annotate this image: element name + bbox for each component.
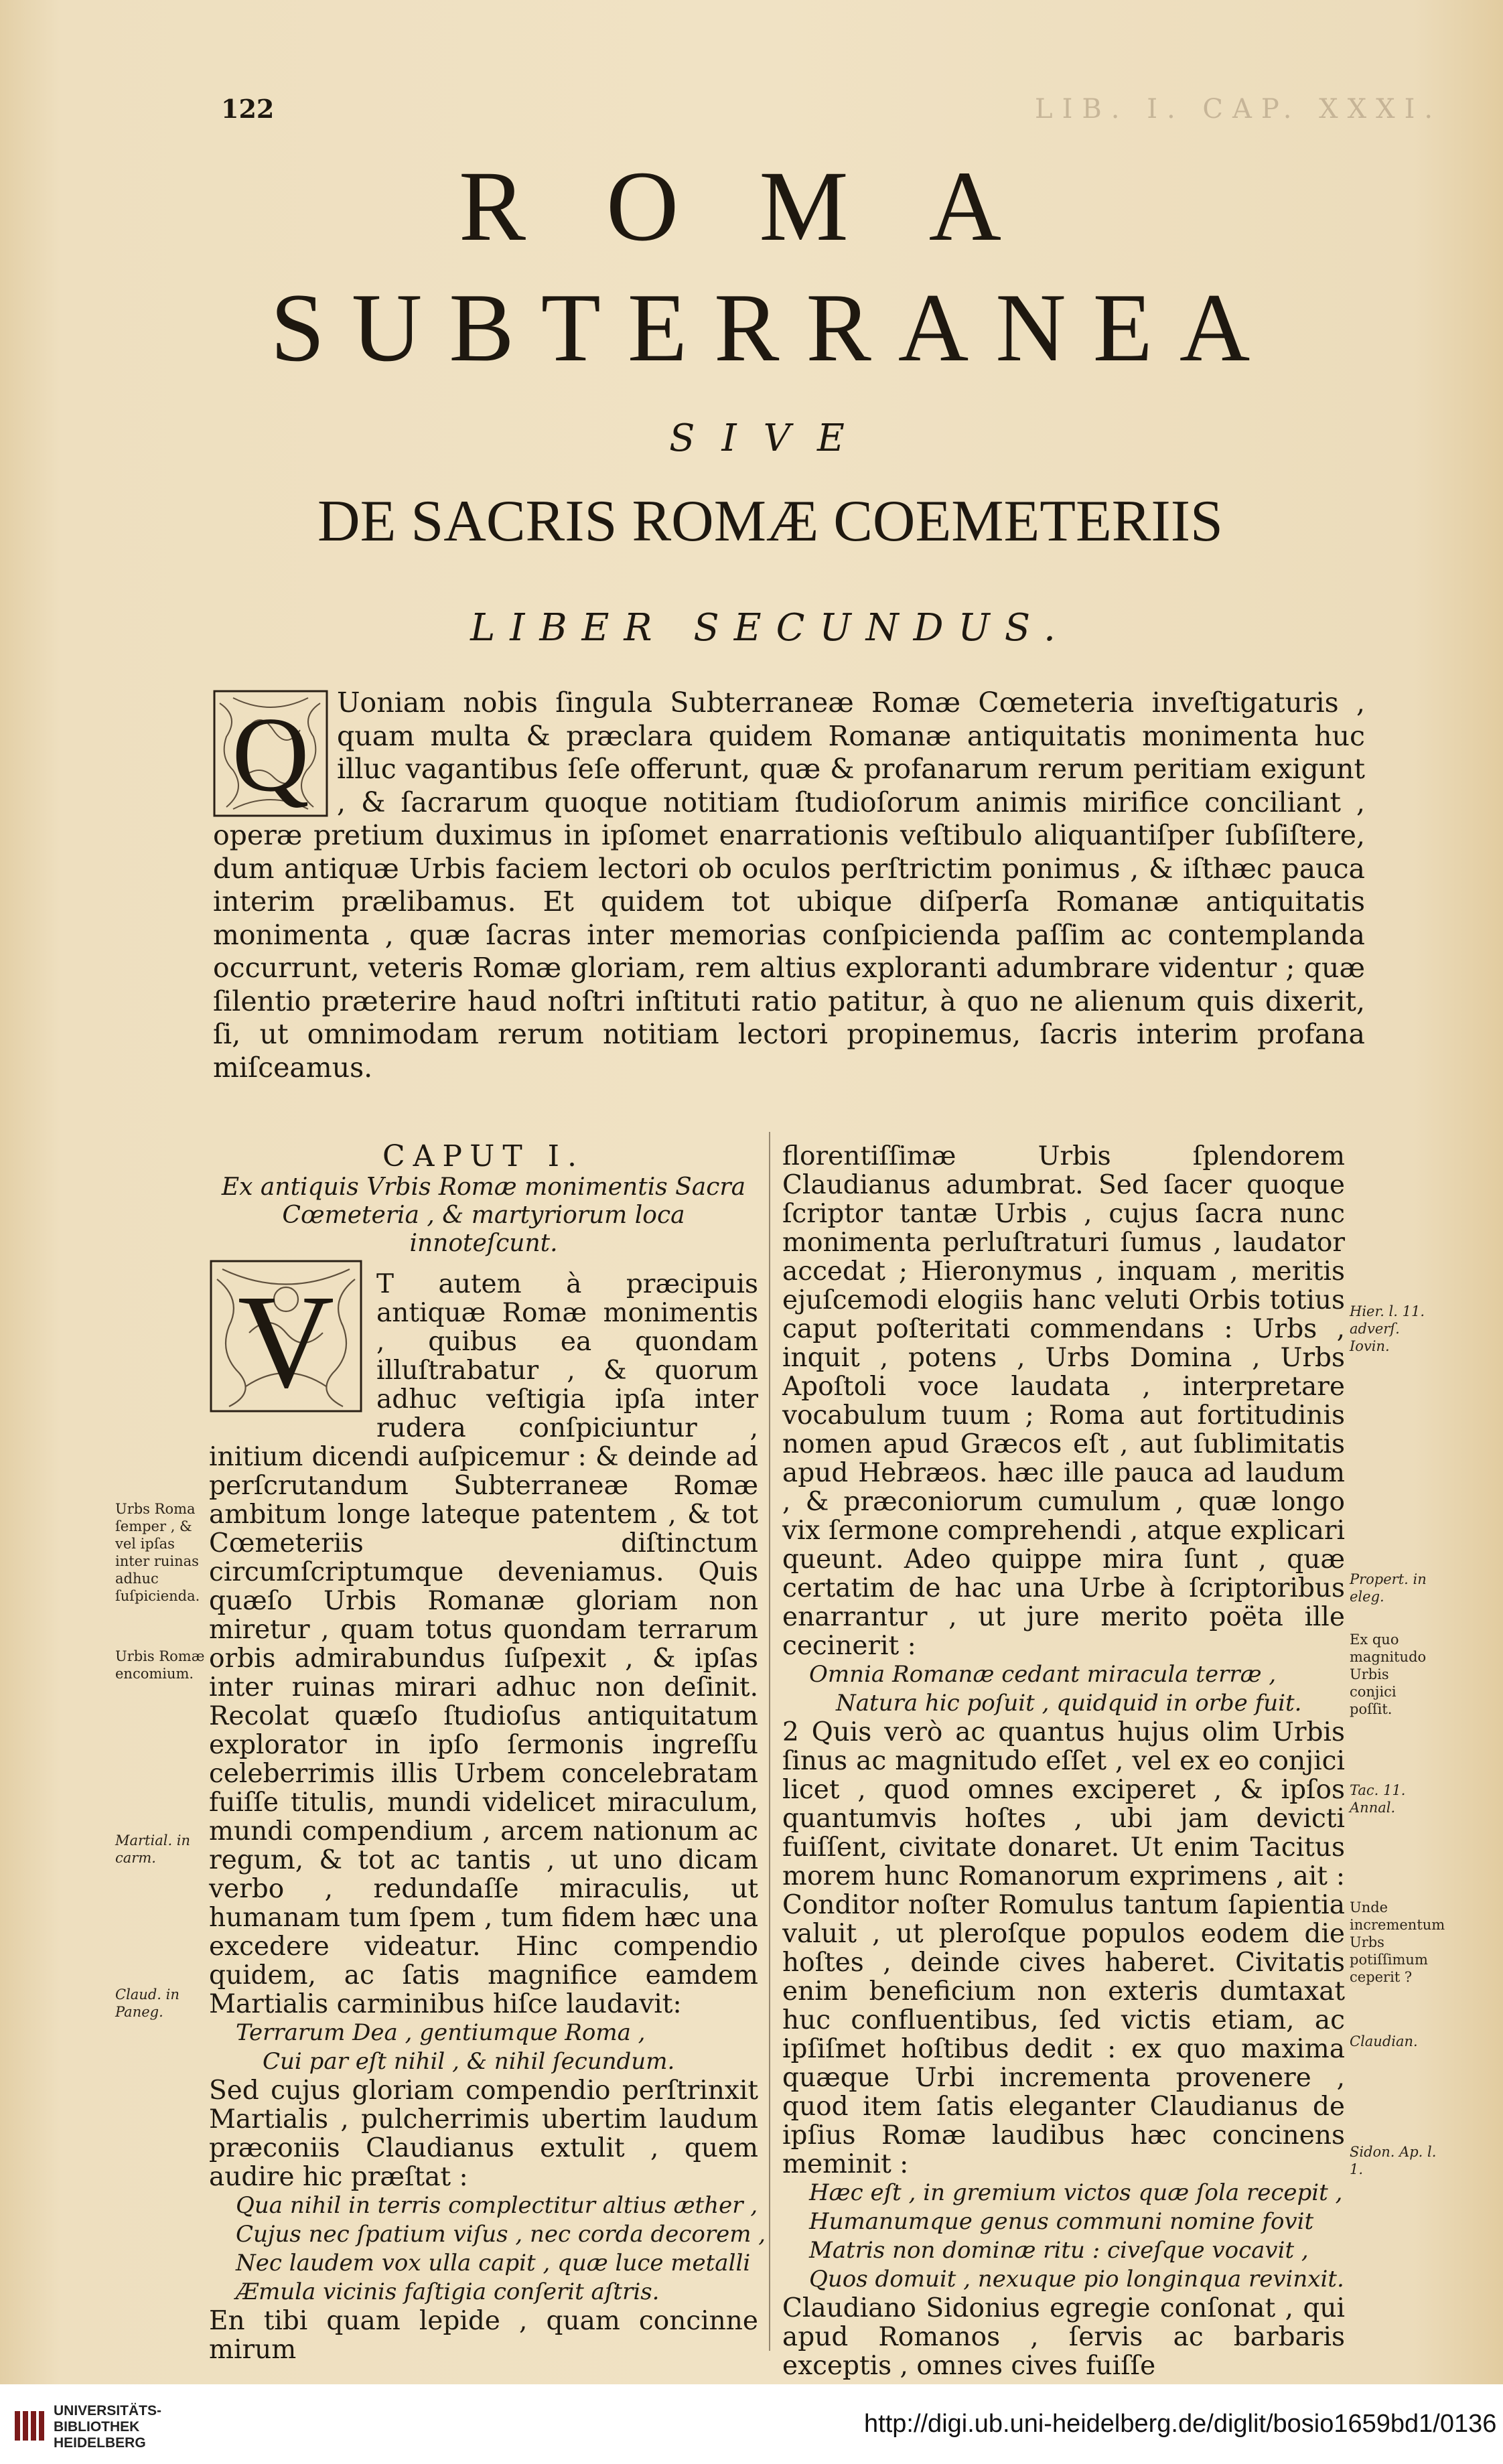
verse-claudianus-2: Humanumque genus communi nomine fovit [809,2208,1314,2235]
page-number: 122 [221,94,275,124]
margin-note-left-2: Urbis Romæ encomium. [115,1648,205,1682]
left-para-3: En tibi quam lepide , quam concinne mirum [209,2306,758,2365]
university-library-logo-icon [13,2406,46,2446]
decorated-initial-v [209,1259,363,1413]
title-roma: ROMA [458,151,1082,262]
verse-claudianus-4: Quos domuit , nexuque pio longinqua revinxit. [809,2266,1344,2293]
left-para-1: T autem à præcipuis antiquæ Romæ monimentis , quibus ea quondam illuſtrabatur , & quorum adhuc veſtigia ipſa inter rudera conſpiciuntur , initium dicendi auſpicemur : & deinde ad perſcrutandum Subterraneæ Romæ ambitum longe lateque patentem , & tot Cœmeteriis diſtinctum circumſcriptumque deveniamus. Quis quæſo Urbis Romanæ gloriam non miretur , quam totus quondam terrarum orbis admirabundus ſuſpexit , & ipſas inter ruinas mirari adhuc non deſinit. Recolat quæſo ſtudioſus antiquitatum explorator in ipſo ſermonis ingreſſu celeberrimis illis Urbem concelebratam fuiſſe titulis, mundi videlicet miraculum, mundi compendium , arcem nationum ac regum, & tot ac tantis , ut uno dicam verbo , redundaſſe miraculis, ut humanam tum ſpem , tum fidem hæc una excedere videatur. Hinc compendio quidem, ac ſatis magnifice eamdem Martialis carminibus hiſce laudavit: [209,1269,758,2019]
right-para-2: 2 Quis verò ac quantus hujus olim Urbis ſinus ac magnitudo eſſet , vel ex eo conjici licet , quod omnes exciperet , & ipſos quantumvis hoſtes , ubi jam devicti fuiſſent, civitate donaret. Ut enim Tacitus morem hunc Romanorum exprimens , ait : Conditor noſter Romulus tantum ſapientia valuit , ut pleroſque populos eodem die hoſtes , deinde cives haberet. Civitatis enim beneficium non exteris dumtaxat huc confluentibus, ſed victis etiam, ac ipſiſmet hoſtibus dedit : ex quo maxima quæque Urbi incrementa provenere , quod item ſatis eleganter Claudianus de ipſius Romæ laudibus hæc concinens meminit : [782,1717,1345,2179]
margin-note-right-7: Sidon. Ap. l. 1. [1350,2144,1437,2177]
margin-note-left-3: Martial. in carm. [115,1832,191,1866]
right-para-1: florentiſſimæ Urbis ſplendorem Claudianus adumbrat. Sed ſacer quoque ſcriptor tantæ Urbis , cujus ſacra nunc monimenta perluſtraturi ſumus , laudator accedat ; Hieronymus , inquam , meritis ejuſcemodi elogiis hanc veluti Orbis totius caput poſteritati commendans : Urbs , inquit , potens , Urbs Domina , Urbs Apoſtoli voce laudata , interpretare vocabulum tuum ; Roma aut fortitudinis nomen apud Græcos eſt , aut ſublimitatis apud Hebræos. hæc ille pauca ad laudum , & præconiorum cumulum , quæ longo vix ſermone comprehendi , atque explicari queunt. Adeo quippe mira ſunt , quæ certatim de hac una Urbe à ſcriptoribus enarrantur , ut jure merito poëta ille cecinerit : [782,1141,1345,1661]
title-de-sacris: DE SACRIS ROMÆ COEMETERIIS [317,489,1223,554]
margin-note-right-6: Claudian. [1350,2033,1418,2049]
margin-note-right-3: Ex quo magnitudo Urbis conjici poſſit. [1350,1632,1427,1717]
left-para-2: Sed cujus gloriam compendio perſtrinxit Martialis , pulcherrimis ubertim laudum præconiis Claudianus extulit , quem audire hic præſtat : [209,2076,758,2192]
digital-library-url[interactable]: http://digi.ub.uni-heidelberg.de/diglit/bosio1659bd1/0136 [864,2410,1497,2438]
margin-note-right-4: Tac. 11. Annal. [1350,1782,1406,1816]
right-column [782,1142,1345,2380]
title-liber-secundus: LIBER SECUNDUS. [470,606,1070,650]
chapter-heading: CAPUT I. [382,1139,585,1173]
svg-text:V: V [237,1268,335,1413]
margin-note-left-1: Urbs Roma ſemper , & vel ipſas inter ruinas adhuc ſuſpicienda. [115,1501,200,1604]
verse-martial-1: Terrarum Dea , gentiumque Roma , [236,2019,646,2046]
margin-note-right-2: Propert. in eleg. [1350,1571,1427,1605]
verse-propertius-2: Natura hic poſuit , quidquid in orbe fuit. [836,1690,1302,1717]
verse-claudianus-1: Hæc eſt , in gremium victos quæ ſola recepit , [809,2179,1343,2206]
verse-claudian-4: Æmula vicinis faſtigia conſerit aſtris. [236,2278,660,2305]
ornament-v-icon [209,1259,363,1413]
verse-claudian-1: Qua nihil in terris complectitur altius æther , [236,2192,758,2219]
library-name: UNIVERSITÄTS- BIBLIOTHEK HEIDELBERG [54,2403,162,2451]
chapter-subtitle: Ex antiquis Vrbis Romæ monimentis Sacra Cœmeteria , & martyriorum loca innoteſcunt. [221,1173,746,1257]
column-divider [769,1132,770,2351]
svg-text:Q: Q [232,695,309,814]
verse-claudianus-3: Matris non dominæ ritu : civeſque vocavit , [809,2237,1309,2264]
title-subterranea: SUBTERRANEA [270,273,1277,382]
verse-martial-2: Cui par eſt nihil , & nihil ſecundum. [263,2048,675,2075]
verse-claudian-2: Cujus nec ſpatium viſus , nec corda decorem , [236,2221,766,2248]
margin-note-right-1: Hier. l. 11. adverſ. Iovin. [1350,1303,1425,1354]
intro-text: Uoniam nobis ſingula Subterraneæ Romæ Cœmeteria inveſtigaturis , quam multa & præclara quidem Romanæ antiquitatis monimenta huc illuc vagantibus ſeſe offerunt, quæ & profanarum rerum peritiam exigunt , & ſacrarum quoque notitiam ſtudioſorum animis mirifice conciliant , operæ pretium duximus in ipſomet enarrationis veſtibulo aliquantiſper ſubſiſtere, dum antiquæ Urbis faciem lectori ob oculos perſtrictim ponimus , & iſthæc pauca interim prælibamus. Et quidem tot ubique diſperſa Romanæ antiquitatis monimenta , quæ ſacras inter memorias conſpicienda paſſim ac contemplanda occurrunt, veteris Romæ gloriam, rem altius exploranti adumbrare videntur ; quæ ſilentio præterire haud noſtri inſtituti ratio patitur, à quo ne alienum quis dixerit, ſi, ut omnimodam rerum notitiam lectori propinemus, ſacris interim profana miſceamus. [213,686,1365,1084]
margin-note-left-4: Claud. in Paneg. [115,1986,180,2020]
intro-paragraph [213,686,1365,1084]
right-para-3: Claudiano Sidonius egregie conſonat , qui apud Romanos , ſervis ac barbaris exceptis , omnes cives fuiſſe [782,2293,1345,2381]
show-through-running-head: LIB. I. CAP. XXXI. [1035,94,1443,125]
margin-note-right-5: Unde incrementum Urbs potiſſimum ceperit ? [1350,1899,1445,1985]
verse-propertius-1: Omnia Romanæ cedant miracula terræ , [809,1661,1277,1688]
verse-claudian-3: Nec laudem vox ulla capit , quæ luce metalli [236,2250,751,2276]
title-sive: SIVE [669,417,871,460]
